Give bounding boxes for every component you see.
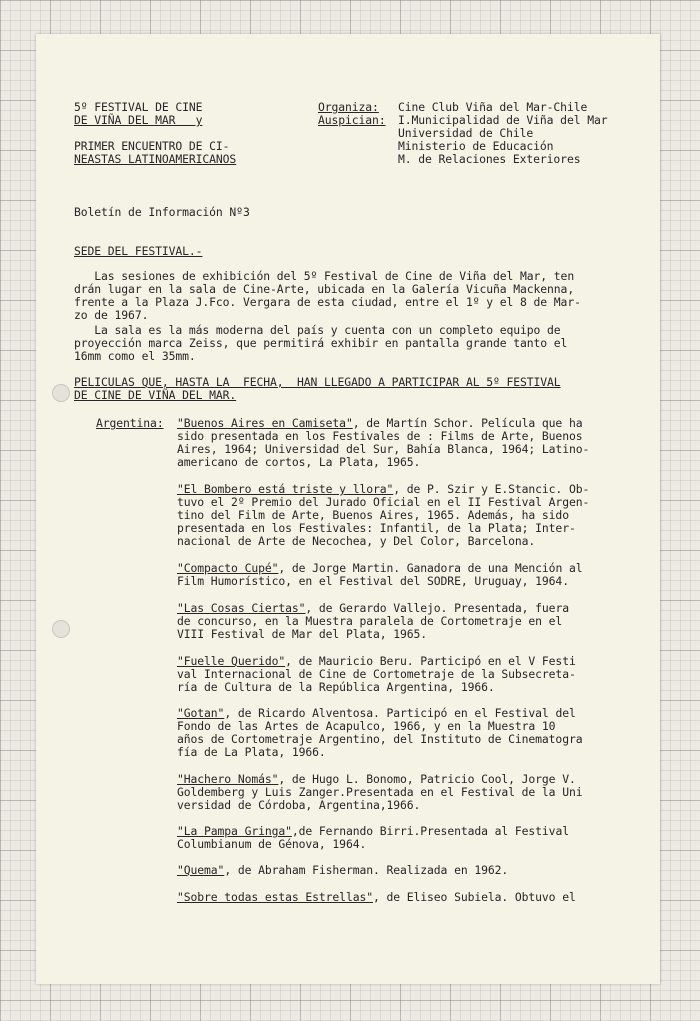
- auspician-value: M. de Relaciones Exteriores: [398, 152, 581, 166]
- film-title: "Compacto Cupé": [177, 561, 279, 575]
- organiza-label: Organiza:: [318, 100, 379, 114]
- paragraph-line: zo de 1967.: [74, 308, 149, 322]
- film-title: "Gotan": [177, 706, 225, 720]
- film-text: americano de cortos, La Plata, 1965.: [177, 455, 421, 469]
- film-text: presentada en los Festivales: Infantil, de la Plata; Inter-: [177, 521, 576, 535]
- film-text: Goldemberg y Luis Zanger.Presentada en el Festival de la Uni: [177, 785, 583, 799]
- film-text: Film Humorístico, en el Festival del SODRE, Uruguay, 1964.: [177, 574, 569, 588]
- film-title: "Buenos Aires en Camiseta": [177, 416, 353, 430]
- film-text: de concurso, en la Muestra paralela de Cortometraje en el: [177, 614, 563, 628]
- auspician-label: Auspician:: [318, 113, 386, 127]
- film-title: "Fuelle Querido": [177, 654, 286, 668]
- organiza-value: Cine Club Viña del Mar-Chile: [398, 100, 588, 114]
- film-text: tino del Film de Arte, Buenos Aires, 1965. Además, ha sido: [177, 508, 569, 522]
- film-text: VIII Festival de Mar del Plata, 1965.: [177, 627, 428, 641]
- film-entry: [177, 864, 508, 877]
- punch-hole: [52, 384, 70, 402]
- auspician-value: I.Municipalidad de Viña del Mar: [398, 113, 608, 127]
- film-text: nacional de Arte de Necochea, y Del Color, Barcelona.: [177, 534, 536, 548]
- film-text: , de Mauricio Beru. Participó en el V Festi: [285, 654, 576, 668]
- film-text: tuvo el 2º Premio del Jurado Oficial en el II Festival Argen-: [177, 495, 590, 509]
- film-entry: [177, 891, 576, 904]
- festival-title-line2: DE VIÑA DEL MAR y: [74, 113, 203, 127]
- film-text: , de Hugo L. Bonomo, Patricio Cool, Jorge V.: [278, 772, 576, 786]
- film-text: años de Cortometraje Argentino, del Instituto de Cinematogra: [177, 732, 583, 746]
- festival-title-line1: 5º FESTIVAL DE CINE: [74, 100, 203, 114]
- section-heading-sede: SEDE DEL FESTIVAL.-: [74, 244, 203, 258]
- film-text: Columbianum de Génova, 1964.: [177, 837, 367, 851]
- film-text: , de P. Szir y E.Stancic. Ob-: [393, 482, 590, 496]
- film-title: "Las Cosas Ciertas": [177, 601, 306, 615]
- film-text: versidad de Córdoba, Argentina,1966.: [177, 798, 421, 812]
- paragraph-line: 16mm como el 35mm.: [74, 349, 196, 363]
- film-title: "Sobre todas estas Estrellas": [177, 890, 373, 904]
- paragraph-line: proyección marca Zeiss, que permitirá exhibir en pantalla grande tanto el: [74, 336, 568, 350]
- film-text: , de Gerardo Vallejo. Presentada, fuera: [305, 601, 569, 615]
- film-text: sido presentada en los Festivales de : Films de Arte, Buenos: [177, 429, 583, 443]
- film-text: , de Martín Schor. Película que ha: [352, 416, 583, 430]
- film-text: fía de La Plata, 1966.: [177, 745, 326, 759]
- film-text: , de Jorge Martin. Ganadora de una Mención al: [278, 561, 583, 575]
- film-title: "Hachero Nomás": [177, 772, 279, 786]
- encuentro-title-line1: PRIMER ENCUENTRO DE CI-: [74, 139, 230, 153]
- film-text: Fondo de las Artes de Acapulco, 1966, y en la Muestra 10: [177, 719, 556, 733]
- film-title: "Quema": [177, 863, 225, 877]
- section-heading-peliculas-line2: DE CINE DE VIÑA DEL MAR.: [74, 388, 237, 402]
- paragraph-line: Las sesiones de exhibición del 5º Festival de Cine de Viña del Mar, ten: [74, 269, 575, 283]
- film-text: Aires, 1964; Universidad del Sur, Bahía Blanca, 1964; Latino-: [177, 442, 590, 456]
- paragraph-line: drán lugar en la sala de Cine-Arte, ubicada en la Galería Vicuña Mackenna,: [74, 282, 575, 296]
- paragraph-line: frente a la Plaza J.Fco. Vergara de esta ciudad, entre el 1º y el 8 de Mar-: [74, 295, 581, 309]
- punch-hole: [52, 620, 70, 638]
- section-heading-peliculas: PELICULAS QUE, HASTA LA FECHA, HAN LLEGADO A PARTICIPAR AL 5º FESTIVAL: [74, 375, 561, 389]
- film-text: ,de Fernando Birri.Presentada al Festival: [291, 824, 569, 838]
- film-title: "La Pampa Gringa": [177, 824, 292, 838]
- country-label: Argentina:: [96, 416, 164, 430]
- auspician-value: Universidad de Chile: [398, 126, 534, 140]
- film-text: , de Ricardo Alventosa. Participó en el Festival del: [224, 706, 576, 720]
- film-text: , de Eliseo Subiela. Obtuvo el: [372, 890, 576, 904]
- film-title: "El Bombero está triste y llora": [177, 482, 394, 496]
- film-text: val Internacional de Cine de Cortometraje de la Subsecreta-: [177, 667, 576, 681]
- film-text: , de Abraham Fisherman. Realizada en 1962.: [224, 863, 509, 877]
- encuentro-title-line2: NEASTAS LATINOAMERICANOS: [74, 152, 237, 166]
- auspician-value: Ministerio de Educación: [398, 139, 554, 153]
- film-text: ría de Cultura de la República Argentina, 1966.: [177, 680, 495, 694]
- paragraph-line: La sala es la más moderna del país y cuenta con un completo equipo de: [74, 323, 561, 337]
- bulletin-number: Boletín de Información Nº3: [74, 205, 250, 219]
